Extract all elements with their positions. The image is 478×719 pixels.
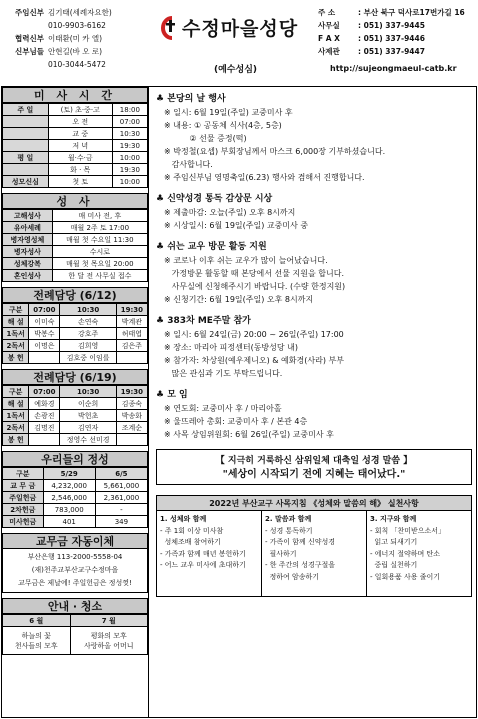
table-row xyxy=(3,328,148,340)
header-value: : 부산 북구 덕사로17번가길 16 xyxy=(358,8,465,17)
header-row xyxy=(4,58,112,71)
table-cell xyxy=(116,434,147,446)
announcement-title: ♣ 모 임 xyxy=(156,390,188,400)
table-cell: 고해성사 xyxy=(3,210,53,222)
announcement-item xyxy=(156,240,472,306)
church-logo-icon xyxy=(160,16,178,40)
table-cell: 2,361,000 xyxy=(95,492,147,504)
table-row xyxy=(3,164,148,176)
offerings-heading: 우리들의 정성 xyxy=(2,451,148,467)
table-cell: 박송화 xyxy=(116,410,147,422)
guideline-column xyxy=(367,511,471,596)
table-cell: 783,000 xyxy=(43,504,95,516)
table-cell: 예화경 xyxy=(29,398,60,410)
liturgy-duty-1-heading: 전례담당 (6/12) xyxy=(2,287,148,303)
table-cell: 김은주 xyxy=(116,340,147,352)
table-cell xyxy=(3,128,49,140)
header-row xyxy=(318,19,465,32)
table-cell: 6 월 xyxy=(3,615,71,627)
header-value: 이태환(미 카 엘) xyxy=(48,34,103,43)
guideline-line: - 가족이 함께 신약성경 xyxy=(265,538,336,546)
table-cell: 1독서 xyxy=(3,328,29,340)
table-cell: 손광진 xyxy=(29,410,60,422)
table-cell: 401 xyxy=(43,516,95,528)
table-cell xyxy=(29,352,60,364)
table-cell: 2,546,000 xyxy=(43,492,95,504)
header-row xyxy=(318,45,465,58)
header-key: 신부님들 xyxy=(15,47,44,56)
table-cell: 해 설 xyxy=(3,398,29,410)
table-cell: 유아세례 xyxy=(3,222,53,234)
table-cell: 화 · 목 xyxy=(48,164,112,176)
guideline-line: 읽고 되새기기 xyxy=(370,538,418,546)
table-cell: 미사헌금 xyxy=(3,516,44,528)
announcement-line: 사무실에 신청해주시기 바랍니다. (수량 한정지원) xyxy=(164,282,346,291)
table-cell: 성체강복 xyxy=(3,258,53,270)
auto-transfer-info xyxy=(2,549,148,593)
table-row xyxy=(3,258,148,270)
table-row xyxy=(3,116,148,128)
table-cell: 한 달 전 사무실 접수 xyxy=(52,270,147,282)
table-row xyxy=(3,352,148,364)
table-row xyxy=(3,176,148,188)
announcement-line: ※ 장소: 마리아 피정센터(동방성당 내) xyxy=(164,343,299,352)
table-cell: - xyxy=(95,504,147,516)
guideline-line: 정하여 암송하기 xyxy=(265,572,320,581)
table-cell: 2독서 xyxy=(3,422,29,434)
header-key: 주 소 xyxy=(318,8,336,17)
table-cell: 19:30 xyxy=(116,304,147,316)
table-row xyxy=(3,104,148,116)
header-row xyxy=(4,45,112,58)
header-row xyxy=(4,6,112,19)
table-cell: 매월 2주 토 17:00 xyxy=(52,222,147,234)
table-cell: 6/5 xyxy=(95,468,147,480)
table-cell: 월·수·금 xyxy=(48,152,112,164)
table-row xyxy=(3,398,148,410)
guideline-column xyxy=(157,511,262,596)
announcement-line: ※ 일시: 6월 24일(금) 20:00 ~ 26일(주일) 17:00 xyxy=(164,330,344,339)
table-cell: 이명은 xyxy=(29,340,60,352)
table-cell: 2차헌금 xyxy=(3,504,44,516)
table-cell: 해 설 xyxy=(3,316,29,328)
table-row xyxy=(3,210,148,222)
announcement-line: ※ 사목 상임위원회: 6월 26일(주일) 교중미사 후 xyxy=(164,430,334,439)
table-cell: 이순희 xyxy=(60,398,116,410)
table-cell: 허태엽 xyxy=(116,328,147,340)
table-cell: 김종숙 xyxy=(116,398,147,410)
table-cell: 오 전 xyxy=(48,116,112,128)
clergy-info xyxy=(4,6,112,71)
liturgy-duty-2-heading: 전례담당 (6/19) xyxy=(2,369,148,385)
table-row xyxy=(3,386,148,398)
table-cell: 이미숙 xyxy=(29,316,60,328)
announcement-line: 감사합니다. xyxy=(164,160,213,169)
announcement-line: ※ 박정철(요셉) 부회장님께서 마스크 6,000장 기부하셨습니다. xyxy=(164,147,386,156)
guideline-line: - 회칙 「찬미받으소서」 xyxy=(370,526,446,535)
header-value: 010-9903-6162 xyxy=(48,21,106,30)
header-value: 010-3044-5472 xyxy=(48,60,106,69)
table-row xyxy=(3,504,148,516)
guideline-line: - 성경 통독하기 xyxy=(265,526,313,535)
table-row xyxy=(3,246,148,258)
table-cell xyxy=(3,140,49,152)
table-row xyxy=(3,516,148,528)
table-cell xyxy=(3,164,49,176)
header-value: : 051) 337-9447 xyxy=(358,47,425,56)
table-cell: 정영수 선미경 xyxy=(60,434,116,446)
announcement-line: ② 선물 증정(떡) xyxy=(164,134,247,143)
table-cell: 매 미사 전, 후 xyxy=(52,210,147,222)
table-row xyxy=(3,270,148,282)
table-cell: 7 월 xyxy=(70,615,147,627)
table-cell: 김희영 xyxy=(60,340,116,352)
announcement-line: ※ 시상일시: 6월 19일(주일) 교중미사 중 xyxy=(164,221,309,230)
table-row xyxy=(3,627,148,655)
parish-title: 수정마을성당 xyxy=(182,18,299,40)
guide-cleaning-heading: 안내 · 청소 xyxy=(2,598,148,614)
quote-title: 【 지극히 거룩하신 삼위일체 대축일 성경 말씀 】 xyxy=(215,456,413,466)
announcement-title: ♣ 신약성경 통독 감상문 시상 xyxy=(156,194,273,204)
table-cell: 병자영성체 xyxy=(3,234,53,246)
sacraments-heading: 성 사 xyxy=(2,193,148,209)
table-cell: 저 녁 xyxy=(48,140,112,152)
table-cell: 2독서 xyxy=(3,340,29,352)
announcement-title: ♣ 본당의 날 행사 xyxy=(156,94,226,104)
announcement-line: ※ 제출마감: 오늘(주일) 오후 8시까지 xyxy=(164,208,296,217)
header-row xyxy=(4,32,112,45)
guideline-line: 중립 실천하기 xyxy=(370,561,418,569)
header-key: 사무실 xyxy=(318,21,340,30)
guideline-line: 필사하기 xyxy=(265,549,297,558)
table-row xyxy=(3,615,148,627)
announcement-line: ※ 내용: ① 공동체 식사(4층, 5층) xyxy=(164,121,282,130)
announcement-line: 많은 관심과 기도 부탁드립니다. xyxy=(164,369,283,378)
table-cell: 매월 첫 목요일 20:00 xyxy=(52,258,147,270)
table-cell: 구분 xyxy=(3,386,29,398)
guideline-line: - 한 주간의 성경구절을 xyxy=(265,561,336,569)
table-cell: 07:00 xyxy=(29,386,60,398)
table-cell xyxy=(116,352,147,364)
bulletin-header xyxy=(0,0,478,86)
table-cell: 박헌초 xyxy=(60,410,116,422)
announcement-title: ♣ 383차 ME주말 참가 xyxy=(156,316,251,326)
sacraments-table xyxy=(2,209,148,282)
mass-times-heading: 미 사 시 간 xyxy=(2,87,148,103)
table-cell: 07:00 xyxy=(29,304,60,316)
liturgy-duty-2-table xyxy=(2,385,148,446)
table-cell: 평화의 모후 사랑하올 어머니 xyxy=(70,627,147,655)
announcement-item xyxy=(156,314,472,380)
header-key: F A X xyxy=(318,34,340,43)
table-cell: 주일헌금 xyxy=(3,492,44,504)
guideline-heading: 3. 지구와 함께 xyxy=(370,515,417,523)
announcement-line: ※ 참가자: 차상원(예우제니오) & 예화경(사라) 부부 xyxy=(164,356,344,365)
liturgy-duty-1-table xyxy=(2,303,148,364)
header-key xyxy=(4,58,44,71)
header-value: : 051) 337-9445 xyxy=(358,21,425,30)
table-row xyxy=(3,480,148,492)
table-row xyxy=(3,340,148,352)
table-cell: 수시로 xyxy=(52,246,147,258)
announcement-line: ※ 코로나 이후 쉬는 교우가 많이 늘어났습니다. xyxy=(164,256,328,265)
announcement-line: ※ 연도회: 교중미사 후 / 마리아홀 xyxy=(164,404,282,413)
table-cell: 강호주 xyxy=(60,328,116,340)
contact-info xyxy=(318,6,465,58)
offerings-table xyxy=(2,467,148,528)
table-cell: 구분 xyxy=(3,468,44,480)
announcement-line: ※ 일시: 6월 19일(주일) 교중미사 후 xyxy=(164,108,293,117)
table-cell: 봉 헌 xyxy=(3,434,29,446)
table-row xyxy=(3,434,148,446)
table-cell: 손연숙 xyxy=(60,316,116,328)
announcements xyxy=(156,92,472,441)
auto-transfer-heading: 교무금 자동이체 xyxy=(2,533,148,549)
table-cell: 하늘의 꽃 천사들의 모후 xyxy=(3,627,71,655)
table-cell: 19:30 xyxy=(112,140,147,152)
table-cell: 매월 첫 수요일 11:30 xyxy=(52,234,147,246)
quote-text: "세상이 시작되기 전에 지혜는 태어났다." xyxy=(222,469,406,480)
header-value: : 051) 337-9446 xyxy=(358,34,425,43)
table-cell: 10:30 xyxy=(60,304,116,316)
table-cell: 19:30 xyxy=(116,386,147,398)
pastoral-guideline-title: 2022년 부산교구 사목지침 《성체와 말씀의 해》 실천사항 xyxy=(156,495,472,511)
table-cell: 349 xyxy=(95,516,147,528)
header-value: 안현길(바 오 로) xyxy=(48,47,103,56)
table-cell: 10:30 xyxy=(112,128,147,140)
guideline-heading: 2. 말씀과 함께 xyxy=(265,515,312,523)
table-cell: 5/29 xyxy=(43,468,95,480)
guideline-line: - 주 1회 이상 미사참 xyxy=(160,526,224,535)
guideline-line: 성체조배 참여하기 xyxy=(160,538,221,546)
table-cell: 박봉수 xyxy=(29,328,60,340)
table-row xyxy=(3,304,148,316)
right-column xyxy=(156,92,472,597)
announcement-line: ※ 신청기간: 6월 19일(주일) 오후 8시까지 xyxy=(164,295,314,304)
guideline-line: - 가족과 함께 매년 봉헌하기 xyxy=(160,549,246,558)
guideline-line: - 일회용품 사용 줄이기 xyxy=(370,572,441,581)
announcement-item xyxy=(156,92,472,184)
table-cell: 병자성사 xyxy=(3,246,53,258)
guideline-line: - 에너지 절약하며 탄소 xyxy=(370,549,441,558)
table-cell: 김연자 xyxy=(60,422,116,434)
table-row xyxy=(3,468,148,480)
table-row xyxy=(3,140,148,152)
table-row xyxy=(3,128,148,140)
table-cell xyxy=(3,116,49,128)
table-row xyxy=(3,492,148,504)
guideline-heading: 1. 성체와 함께 xyxy=(160,515,207,523)
table-cell: 10:30 xyxy=(60,386,116,398)
header-key xyxy=(4,19,44,32)
table-cell: 4,232,000 xyxy=(43,480,95,492)
announcement-line: ※ 주임신부님 영명축일(6.23) 행사와 겸해서 진행합니다. xyxy=(164,173,365,182)
table-cell: (토) 초·중·고 xyxy=(48,104,112,116)
header-row xyxy=(318,6,465,19)
table-cell: 봉 헌 xyxy=(3,352,29,364)
table-cell: 구분 xyxy=(3,304,29,316)
header-row xyxy=(318,32,465,45)
announcement-line: ※ 울뜨레아 총회: 교중미사 후 / 본관 4층 xyxy=(164,417,308,426)
transfer-line: 교무금은 제날에! 주일헌금은 정성껏! xyxy=(18,579,132,587)
transfer-line: 부산은행 113-2000-5558-04 xyxy=(27,553,123,561)
header-key: 주임신부 xyxy=(15,8,44,17)
table-cell: 성모신심 xyxy=(3,176,49,188)
guideline-line: - 어느 교우 미사에 초대하기 xyxy=(160,561,246,569)
announcement-item xyxy=(156,388,472,441)
announcement-line: 가정방문 활동할 때 본당에서 선물 지원을 합니다. xyxy=(164,269,344,278)
table-cell: 박계관 xyxy=(116,316,147,328)
table-cell: 첫 토 xyxy=(48,176,112,188)
table-row xyxy=(3,152,148,164)
parish-logo xyxy=(160,14,298,41)
header-key: 사제관 xyxy=(318,47,340,56)
table-cell: 주 일 xyxy=(3,104,49,116)
table-cell: 교 중 xyxy=(48,128,112,140)
table-cell: 5,661,000 xyxy=(95,480,147,492)
mass-times-table xyxy=(2,103,148,188)
column-divider xyxy=(148,87,149,717)
table-cell: 혼인성사 xyxy=(3,270,53,282)
transfer-line: (재)천주교부산교구수정마을 xyxy=(31,566,119,574)
pastoral-guideline-columns xyxy=(156,511,472,597)
table-cell: 김명진 xyxy=(29,422,60,434)
table-cell: 10:00 xyxy=(112,176,147,188)
header-key: 협력신부 xyxy=(15,34,44,43)
table-cell xyxy=(29,434,60,446)
website-url[interactable]: http://sujeongmaeul-catb.kr xyxy=(330,64,457,73)
table-cell: 07:00 xyxy=(112,116,147,128)
left-column xyxy=(2,87,148,655)
scripture-quote-box xyxy=(156,449,472,485)
table-cell: 평 일 xyxy=(3,152,49,164)
table-cell: 1독서 xyxy=(3,410,29,422)
header-value: 김기태(세례자요한) xyxy=(48,8,112,17)
guideline-column xyxy=(262,511,367,596)
table-row xyxy=(3,422,148,434)
table-cell: 조계순 xyxy=(116,422,147,434)
announcement-item xyxy=(156,192,472,232)
table-cell: 18:00 xyxy=(112,104,147,116)
table-row xyxy=(3,222,148,234)
table-cell: 교 무 금 xyxy=(3,480,44,492)
table-row xyxy=(3,410,148,422)
table-cell: 10:00 xyxy=(112,152,147,164)
guide-cleaning-table xyxy=(2,614,148,655)
table-row xyxy=(3,316,148,328)
table-cell: 19:30 xyxy=(112,164,147,176)
table-row xyxy=(3,234,148,246)
parish-subtitle: (예수성심) xyxy=(214,65,258,75)
table-cell: 김호중 이임를 xyxy=(60,352,116,364)
announcement-title: ♣ 쉬는 교우 방문 활동 지원 xyxy=(156,242,267,252)
header-row xyxy=(4,19,112,32)
